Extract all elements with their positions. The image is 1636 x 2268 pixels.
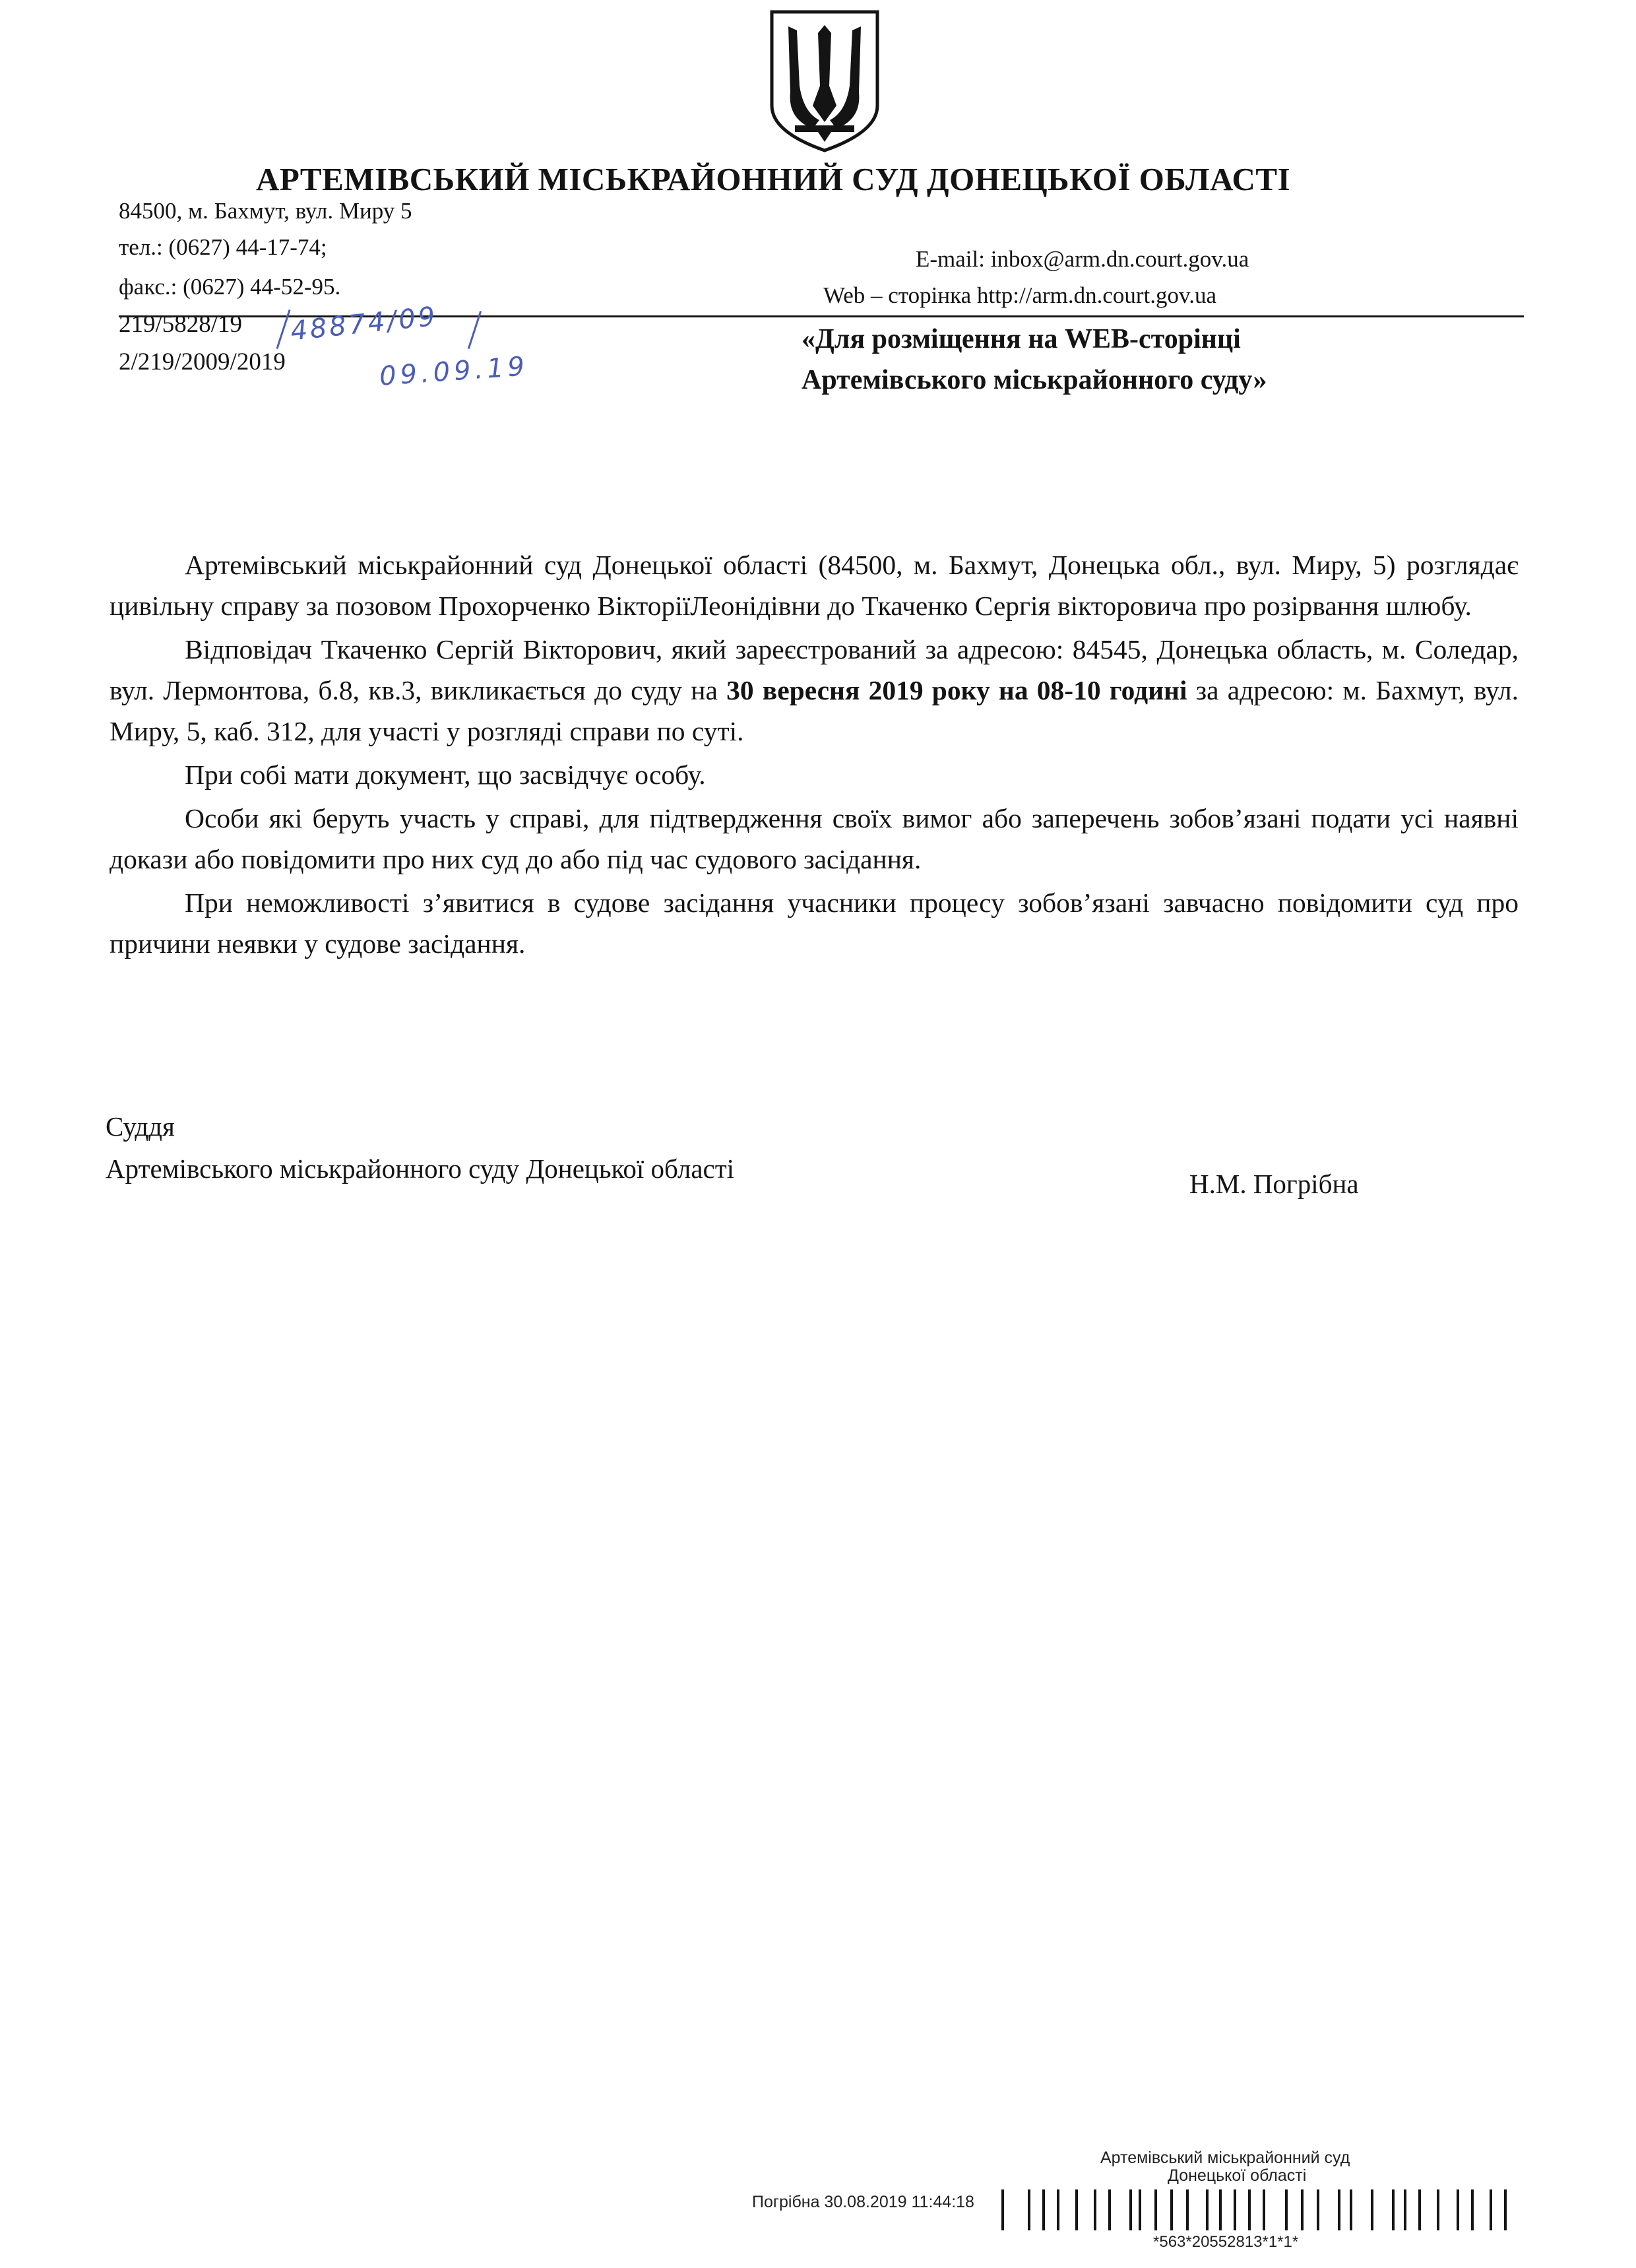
handwritten-incoming-number: 48874/09 <box>289 301 439 347</box>
paragraph-absence: При неможливості з’явитися в судове засідання учасники процесу зобов’язані завчасно повідомити суд про причини неявки у судове засідання. <box>110 888 1519 959</box>
paragraph-id-requirement: При собі мати документ, що засвідчує особу. <box>185 760 706 790</box>
web-notice-line-1: «Для розміщення на WEB-сторінці <box>802 324 1241 354</box>
paragraph-evidence: Особи які беруть участь у справі, для підтвердження своїх вимог або заперечень зобов’язані подати усі наявні докази або повідомити про них суд до або під час судового засідання. <box>110 803 1519 874</box>
paragraph-case-description: Артемівський міськрайонний суд Донецької області (84500, м. Бахмут, Донецька обл., вул. Миру, 5) розглядає цивільну справу за позовом Прохорченко ВікторіїЛеонідівни до Ткаченко Сергія вікторовича про розірвання шлюбу. <box>110 550 1519 621</box>
notice-body <box>110 544 1519 967</box>
court-email: E-mail: inbox@arm.dn.court.gov.ua <box>916 246 1249 272</box>
footer-court-line-2: Донецької області <box>1168 2166 1307 2185</box>
barcode-graphic <box>1001 2189 1509 2230</box>
signature-title: Суддя <box>106 1111 175 1142</box>
court-website: Web – сторінка http://arm.dn.court.gov.ua <box>823 282 1217 308</box>
court-phone: тел.: (0627) 44-17-74; <box>119 234 327 260</box>
signature-court: Артемівського міськрайонного суду Донецької області <box>106 1153 735 1184</box>
paragraph-summons <box>110 629 1519 752</box>
proceeding-number: 2/219/2009/2019 <box>119 348 286 375</box>
coat-of-arms-emblem <box>765 7 884 155</box>
case-number: 219/5828/19 <box>119 311 243 338</box>
court-name-heading: АРТЕМІВСЬКИЙ МІСЬКРАЙОННИЙ СУД ДОНЕЦЬКОЇ ОБЛАСТІ <box>256 161 1291 197</box>
court-address: 84500, м. Бахмут, вул. Миру 5 <box>119 198 412 224</box>
document-stamp: Погрібна 30.08.2019 11:44:18 <box>752 2193 974 2211</box>
barcode-number: *563*20552813*1*1* <box>1153 2233 1299 2251</box>
summons-text-end: за адресою: м. Бахмут, вул. Миру, 5, каб. 312, для участі у розгляді справи по суті. <box>110 675 1519 746</box>
hearing-date-time: 30 вересня 2019 року на 08-10 годині <box>726 675 1187 705</box>
handwritten-incoming-date: 09.09.19 <box>378 351 530 392</box>
web-notice-line-2: Артемівського міськрайонного суду» <box>802 365 1267 395</box>
court-fax: факс.: (0627) 44-52-95. <box>119 274 341 300</box>
summons-text-start: Відповідач Ткаченко Сергій Вікторович, який зареєстрований за адресою: 84545, Донецька область, м. Соледар, вул. Лермонтова, б.8, кв.3, викликається до суду на <box>110 634 1519 705</box>
footer-court-line-1: Артемівський міськрайонний суд <box>1100 2149 1350 2167</box>
judge-name: Н.М. Погрібна <box>1189 1169 1359 1199</box>
